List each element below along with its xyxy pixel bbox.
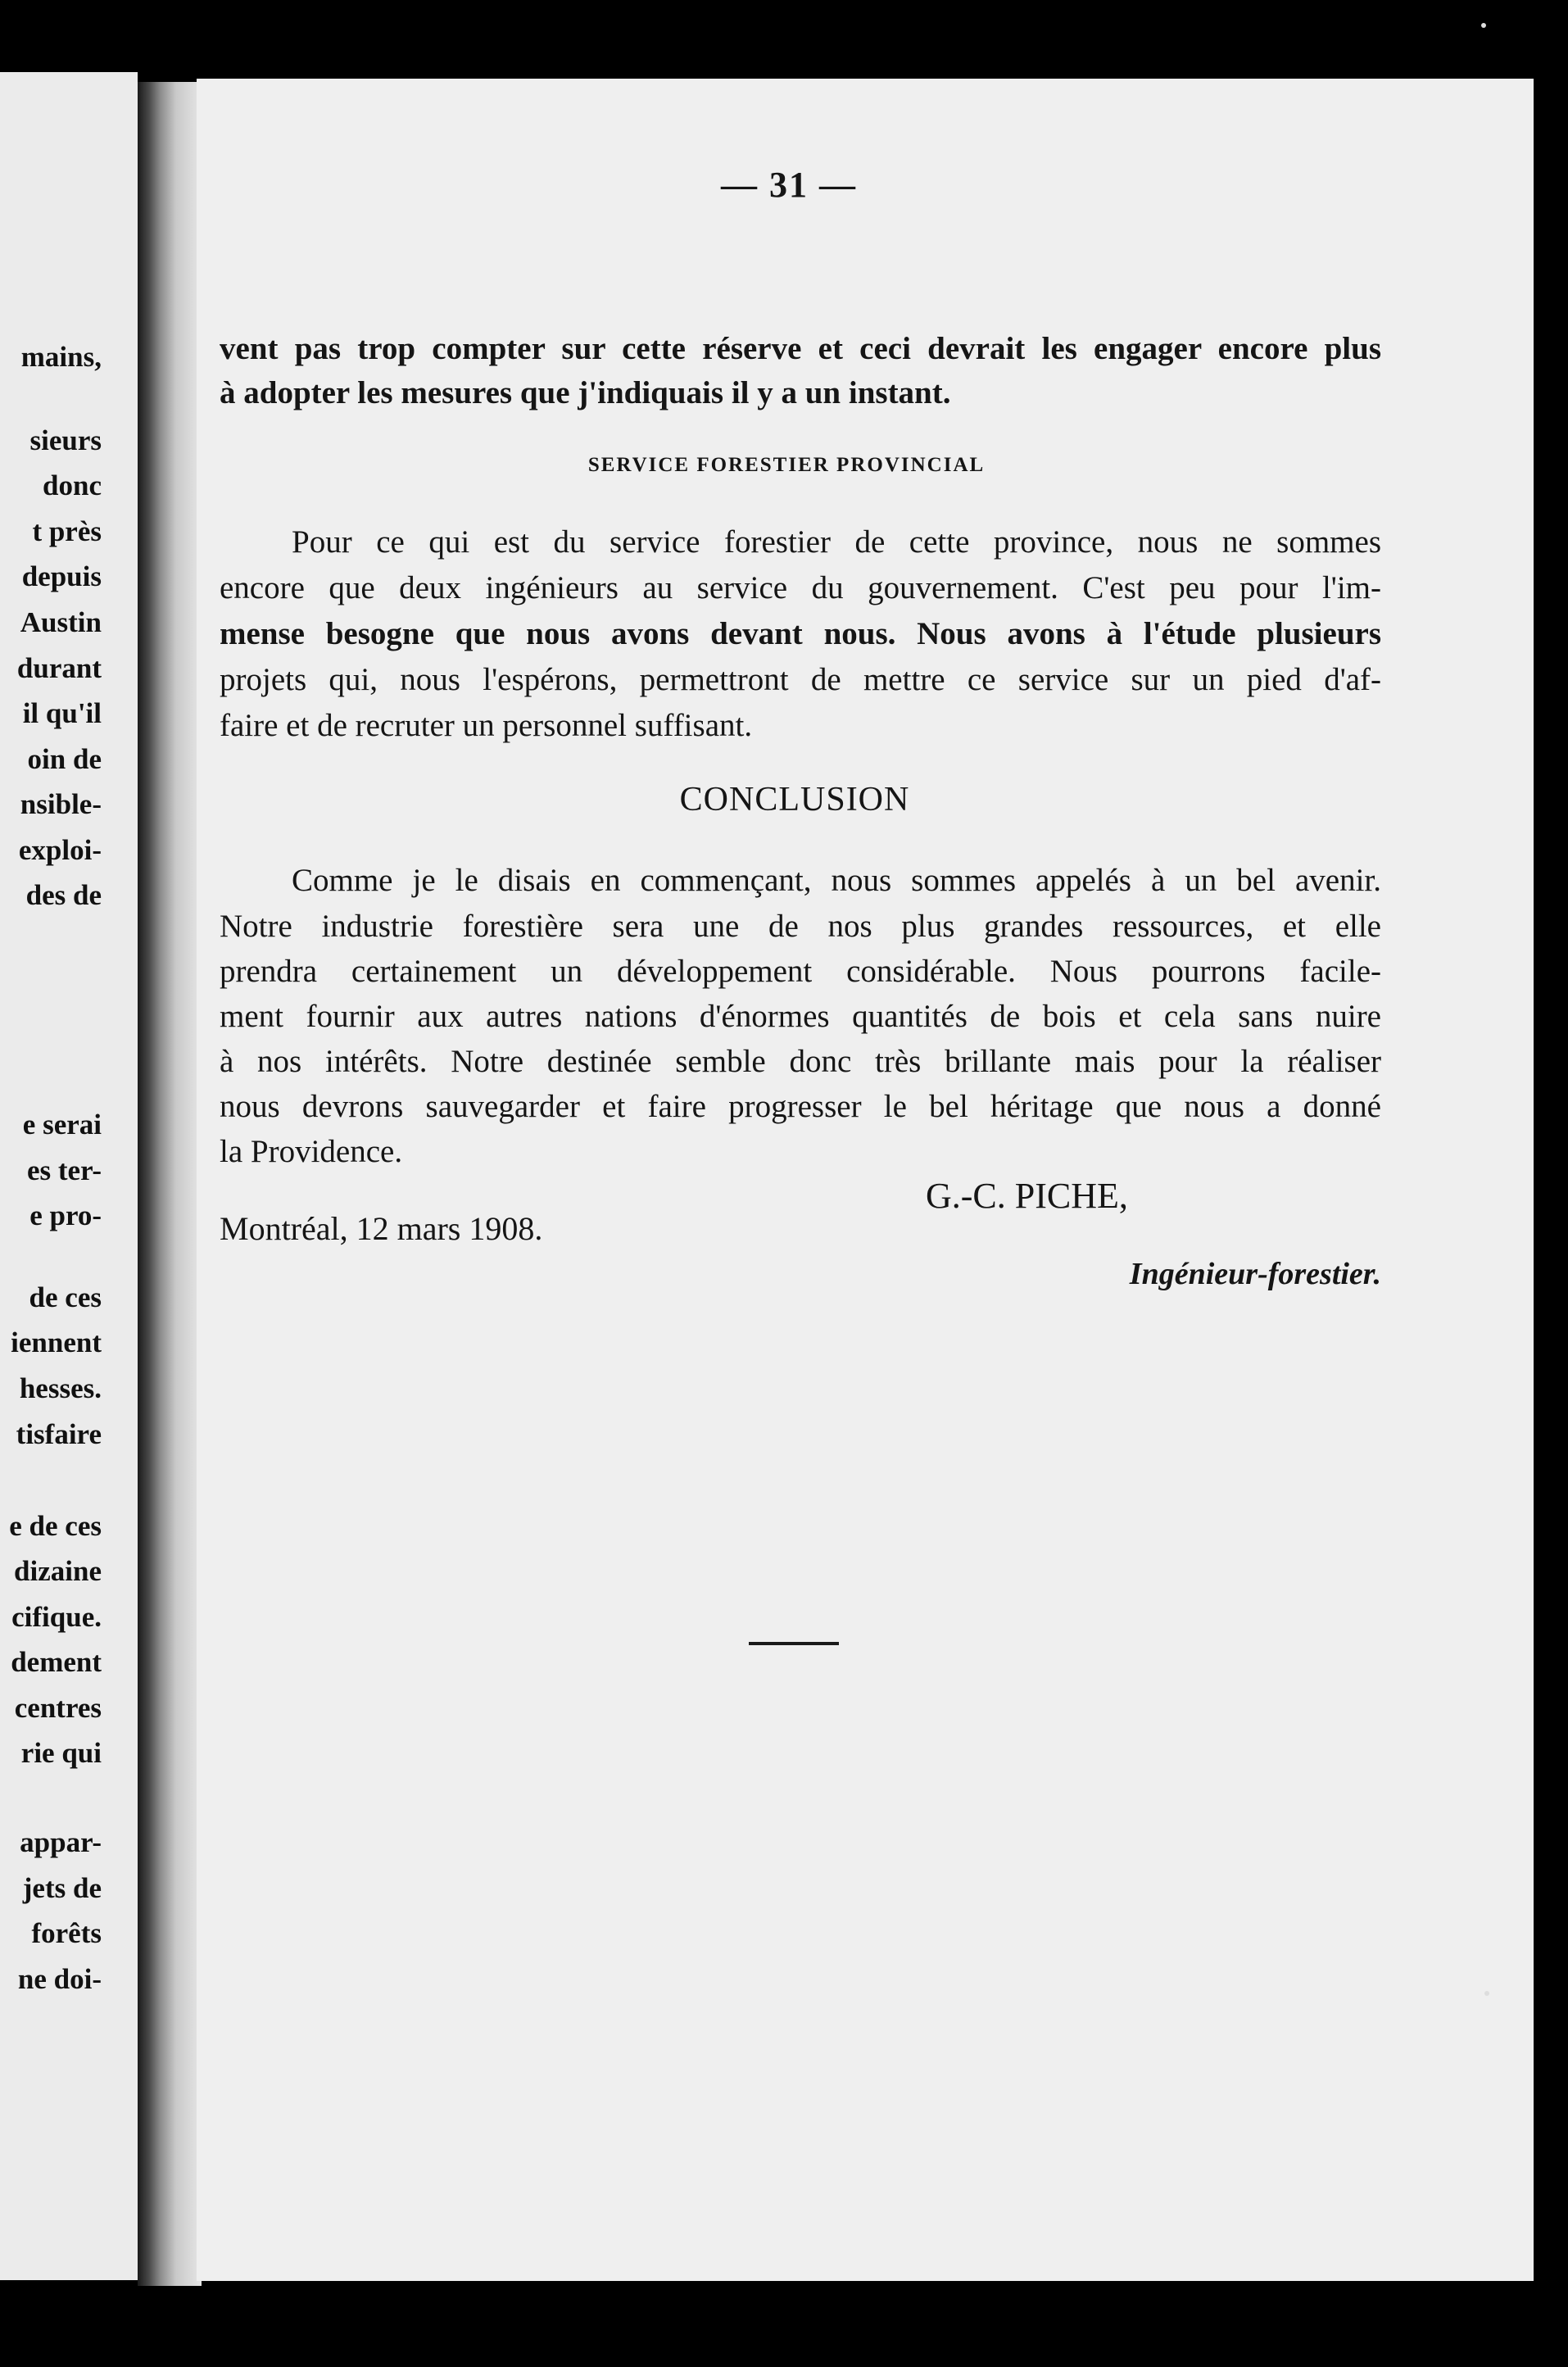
paragraph-line: à adopter les mesures que j'indiquais il y a un instant. [220, 375, 951, 410]
left-page-line: forêts [31, 1917, 102, 1949]
left-page-line: nsible- [20, 788, 102, 820]
book-gutter-shadow [138, 82, 202, 2286]
left-page-line: cifique. [11, 1601, 102, 1633]
left-page-line: e pro- [29, 1199, 102, 1231]
page-number: — 31 — [721, 165, 857, 205]
place-and-date: Montréal, 12 mars 1908. [220, 1210, 543, 1247]
left-page-line: Austin [20, 606, 102, 638]
paragraph-line: nous devrons sauvegarder et faire progresser le bel héritage que nous a donné [220, 1089, 1381, 1124]
paragraph-line: mense besogne que nous avons devant nous. Nous avons à l'étude plusieurs [220, 616, 1381, 651]
left-page-line: sieurs [29, 424, 102, 456]
left-page-line: es ter- [27, 1154, 102, 1186]
section-heading: SERVICE FORESTIER PROVINCIAL [587, 454, 986, 476]
left-page-line: ne doi- [17, 1963, 102, 1995]
conclusion-heading: CONCLUSION [679, 781, 910, 818]
left-page-line: durant [16, 652, 102, 684]
paragraph-line: Notre industrie forestière sera une de nos plus grandes ressources, et elle [220, 909, 1381, 944]
left-page-line: depuis [21, 560, 102, 592]
left-page-line: mains, [20, 341, 102, 373]
left-page-line: rie qui [20, 1737, 102, 1769]
scan-speck [1484, 1991, 1489, 1996]
left-page-line: e serai [22, 1109, 102, 1140]
paragraph-line: la Providence. [220, 1134, 403, 1169]
paragraph-line: encore que deux ingénieurs au service du gouvernement. C'est peu pour l'im- [220, 570, 1381, 605]
paragraph-line: à nos intérêts. Notre destinée semble donc très brillante mais pour la réaliser [220, 1044, 1381, 1079]
left-page-line: e de ces [9, 1510, 102, 1542]
paragraph-line: ment fournir aux autres nations d'énormes quantités de bois et cela sans nuire [220, 999, 1381, 1034]
left-page-line: dement [11, 1646, 102, 1678]
closing-rule [749, 1642, 839, 1645]
left-page-line: t près [32, 515, 102, 547]
left-page-line: de ces [29, 1281, 102, 1313]
left-page-line: exploi- [18, 834, 102, 866]
left-page-line: donc [43, 469, 102, 501]
paragraph-line: projets qui, nous l'espérons, permettront de mettre ce service sur un pied d'af- [220, 662, 1381, 697]
left-page-line: il qu'il [22, 697, 102, 729]
left-page-line: jets de [22, 1872, 102, 1904]
scan-speck [1481, 23, 1486, 28]
left-page-line: hesses. [19, 1372, 102, 1404]
left-page-fragment [0, 72, 138, 2280]
paragraph-line: vent pas trop compter sur cette réserve et ceci devrait les engager encore plus [220, 331, 1381, 366]
paragraph-line: prendra certainement un développement considérable. Nous pourrons facile- [220, 954, 1381, 989]
left-page-line: des de [25, 879, 102, 911]
author-title: Ingénieur-forestier. [1129, 1257, 1381, 1291]
left-page-line: centres [14, 1692, 102, 1724]
left-page-line: dizaine [14, 1555, 102, 1587]
left-page-line: appar- [20, 1826, 102, 1858]
paragraph-line: faire et de recruter un personnel suffisant. [220, 708, 753, 743]
left-page-line: tisfaire [16, 1418, 102, 1450]
left-page-line: oin de [27, 743, 102, 775]
left-page-line: iennent [11, 1326, 102, 1358]
paragraph-line: Pour ce qui est du service forestier de cette province, nous ne sommes [292, 524, 1381, 560]
paragraph-line: Comme je le disais en commençant, nous sommes appelés à un bel avenir. [292, 863, 1381, 898]
author-signature: G.-C. PICHE, [926, 1176, 1128, 1216]
